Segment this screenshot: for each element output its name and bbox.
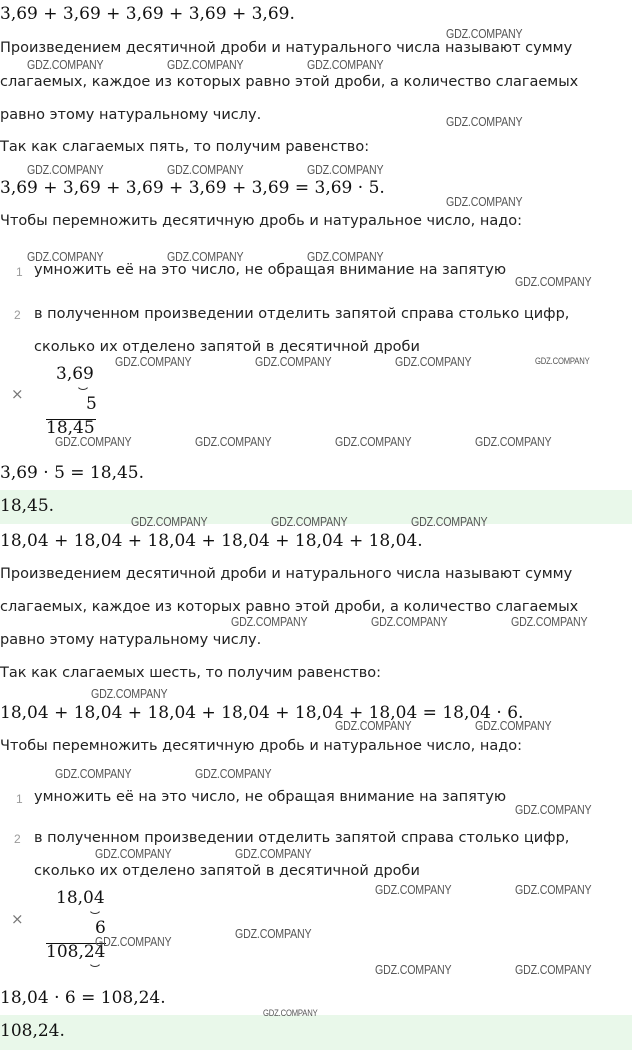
watermark: GDZ.COMPANY xyxy=(535,356,590,366)
definition-line: слагаемых, каждое из которых равно этой дроби, а количество слагаемых xyxy=(0,599,579,615)
definition-line: равно этому натуральному числу. xyxy=(0,632,262,648)
step-text: умножить её на это число, не обращая внимание на запятую xyxy=(34,789,507,805)
addend-count-text: Так как слагаемых пять, то получим равенство: xyxy=(0,139,370,155)
watermark: GDZ.COMPANY xyxy=(55,435,132,449)
watermark: GDZ.COMPANY xyxy=(515,883,592,897)
watermark: GDZ.COMPANY xyxy=(167,163,244,177)
watermark: GDZ.COMPANY xyxy=(411,515,488,529)
watermark: GDZ.COMPANY xyxy=(195,435,272,449)
answer: 108,24. xyxy=(0,1021,65,1041)
step-text: в полученном произведении отделить запятой справа столько цифр, xyxy=(34,306,570,322)
result-expression: 18,04 · 6 = 108,24. xyxy=(0,988,166,1008)
watermark: GDZ.COMPANY xyxy=(446,27,523,41)
watermark: GDZ.COMPANY xyxy=(195,767,272,781)
column-result: 108,24 xyxy=(46,942,106,962)
watermark: GDZ.COMPANY xyxy=(475,719,552,733)
carry-arc xyxy=(76,383,90,390)
definition-line: Произведением десятичной дроби и натурального числа называют сумму xyxy=(0,40,573,56)
multiply-sign: × xyxy=(11,385,24,403)
watermark: GDZ.COMPANY xyxy=(27,58,104,72)
watermark: GDZ.COMPANY xyxy=(27,250,104,264)
answer: 18,45. xyxy=(0,496,55,516)
watermark: GDZ.COMPANY xyxy=(255,355,332,369)
watermark: GDZ.COMPANY xyxy=(235,847,312,861)
equality-expression: 18,04 + 18,04 + 18,04 + 18,04 + 18,04 + 18,04 = 18,04 · 6. xyxy=(0,703,524,723)
watermark: GDZ.COMPANY xyxy=(95,847,172,861)
watermark: GDZ.COMPANY xyxy=(446,115,523,129)
watermark: GDZ.COMPANY xyxy=(231,615,308,629)
watermark: GDZ.COMPANY xyxy=(271,515,348,529)
equality-expression: 3,69 + 3,69 + 3,69 + 3,69 + 3,69 = 3,69 · 5. xyxy=(0,178,385,198)
multiplicand: 3,69 xyxy=(56,364,94,384)
watermark: GDZ.COMPANY xyxy=(371,615,448,629)
step-text: в полученном произведении отделить запятой справа столько цифр, xyxy=(34,830,570,846)
rule-intro: Чтобы перемножить десятичную дробь и натуральное число, надо: xyxy=(0,213,522,229)
watermark: GDZ.COMPANY xyxy=(167,58,244,72)
sum-expression: 18,04 + 18,04 + 18,04 + 18,04 + 18,04 + 18,04. xyxy=(0,531,423,551)
watermark: GDZ.COMPANY xyxy=(55,767,132,781)
watermark: GDZ.COMPANY xyxy=(167,250,244,264)
watermark: GDZ.COMPANY xyxy=(115,355,192,369)
watermark: GDZ.COMPANY xyxy=(446,195,523,209)
watermark: GDZ.COMPANY xyxy=(131,515,208,529)
definition-line: слагаемых, каждое из которых равно этой дроби, а количество слагаемых xyxy=(0,74,579,90)
multiplier: 5 xyxy=(86,394,97,414)
definition-line: Произведением десятичной дроби и натурального числа называют сумму xyxy=(0,566,573,582)
watermark: GDZ.COMPANY xyxy=(375,883,452,897)
addend-count-text: Так как слагаемых шесть, то получим равенство: xyxy=(0,665,382,681)
watermark: GDZ.COMPANY xyxy=(27,163,104,177)
step-number: 1 xyxy=(16,265,23,279)
answer-band xyxy=(0,1015,632,1050)
watermark: GDZ.COMPANY xyxy=(263,1008,318,1018)
step-number: 2 xyxy=(14,832,21,846)
definition-line: равно этому натуральному числу. xyxy=(0,107,262,123)
multiplicand: 18,04 xyxy=(56,888,105,908)
step-text: умножить её на это число, не обращая внимание на запятую xyxy=(34,262,507,278)
watermark: GDZ.COMPANY xyxy=(307,163,384,177)
multiplier: 6 xyxy=(95,918,106,938)
watermark: GDZ.COMPANY xyxy=(307,250,384,264)
rule-intro: Чтобы перемножить десятичную дробь и натуральное число, надо: xyxy=(0,738,522,754)
watermark: GDZ.COMPANY xyxy=(515,275,592,289)
sum-expression: 3,69 + 3,69 + 3,69 + 3,69 + 3,69. xyxy=(0,4,295,24)
watermark: GDZ.COMPANY xyxy=(335,719,412,733)
column-result: 18,45 xyxy=(46,418,95,438)
step-number: 2 xyxy=(14,308,21,322)
watermark: GDZ.COMPANY xyxy=(375,963,452,977)
watermark: GDZ.COMPANY xyxy=(515,803,592,817)
carry-arc xyxy=(88,907,102,914)
watermark: GDZ.COMPANY xyxy=(475,435,552,449)
watermark: GDZ.COMPANY xyxy=(515,963,592,977)
watermark: GDZ.COMPANY xyxy=(307,58,384,72)
step-text: сколько их отделено запятой в десятичной дроби xyxy=(34,339,420,355)
carry-arc xyxy=(88,960,102,967)
watermark: GDZ.COMPANY xyxy=(511,615,588,629)
watermark: GDZ.COMPANY xyxy=(335,435,412,449)
watermark: GDZ.COMPANY xyxy=(395,355,472,369)
multiply-sign: × xyxy=(11,910,24,928)
watermark: GDZ.COMPANY xyxy=(91,687,168,701)
watermark: GDZ.COMPANY xyxy=(95,935,172,949)
result-expression: 3,69 · 5 = 18,45. xyxy=(0,463,145,483)
step-number: 1 xyxy=(16,792,23,806)
watermark: GDZ.COMPANY xyxy=(235,927,312,941)
step-text: сколько их отделено запятой в десятичной дроби xyxy=(34,863,420,879)
